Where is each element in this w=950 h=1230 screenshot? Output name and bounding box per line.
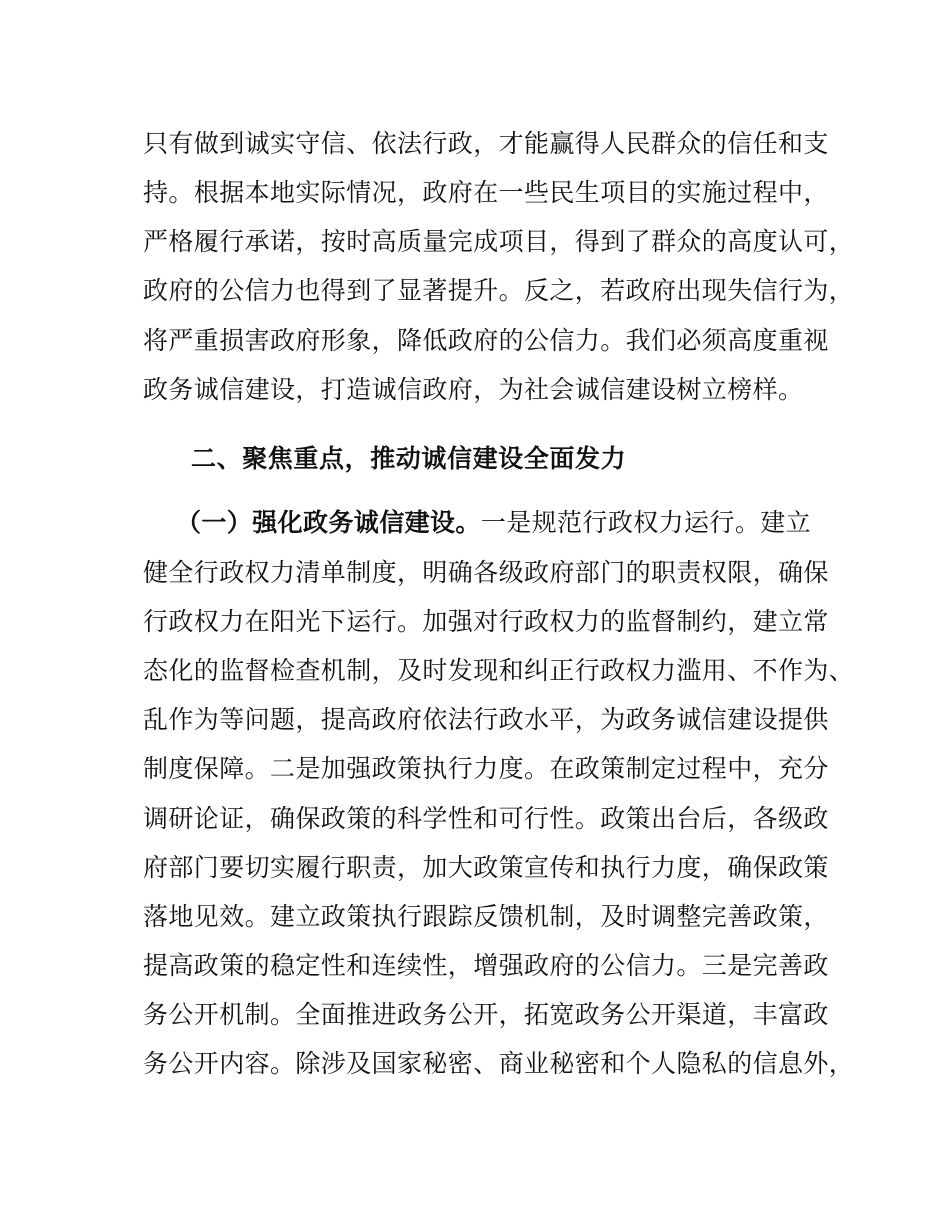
- paragraph-1-line-1: 只有做到诚实守信、依法行政，才能赢得人民群众的信任和支: [143, 129, 829, 158]
- paragraph-2-line-9: 落地见效。建立政策执行跟踪反馈机制，及时调整完善政策，: [143, 902, 829, 931]
- paragraph-2-line-11: 务公开机制。全面推进政务公开，拓宽政务公开渠道，丰富政: [143, 1000, 829, 1029]
- subsection-title: （一）强化政务诚信建设。: [176, 508, 481, 537]
- paragraph-1-line-2: 持。根据本地实际情况，政府在一些民生项目的实施过程中，: [143, 178, 829, 207]
- paragraph-1-line-4: 政府的公信力也得到了显著提升。反之，若政府出现失信行为，: [143, 276, 855, 305]
- paragraph-2-line-8: 府部门要切实履行职责，加大政策宣传和执行力度，确保政策: [143, 853, 829, 882]
- paragraph-2-line-3: 行政权力在阳光下运行。加强对行政权力的监督制约，建立常: [143, 607, 829, 636]
- paragraph-1-line-3: 严格履行承诺，按时高质量完成项目，得到了群众的高度认可，: [143, 227, 855, 256]
- paragraph-1-line-6: 政务诚信建设，打造诚信政府，为社会诚信建设树立榜样。: [143, 375, 804, 404]
- paragraph-2-line-1: [176, 507, 866, 539]
- paragraph-2-lead-text: 一是规范行政权力运行。建立: [480, 508, 812, 537]
- paragraph-2-line-2: 健全行政权力清单制度，明确各级政府部门的职责权限，确保: [143, 558, 829, 587]
- paragraph-2-line-10: 提高政策的稳定性和连续性，增强政府的公信力。三是完善政: [143, 951, 829, 980]
- paragraph-2-line-5: 乱作为等问题，提高政府依法行政水平，为政务诚信建设提供: [143, 705, 829, 734]
- paragraph-2-line-12: 务公开内容。除涉及国家秘密、商业秘密和个人隐私的信息外，: [143, 1049, 855, 1078]
- paragraph-2-line-7: 调研论证，确保政策的科学性和可行性。政策出台后，各级政: [143, 804, 829, 833]
- paragraph-2-line-4: 态化的监督检查机制，及时发现和纠正行政权力滥用、不作为、: [143, 656, 855, 685]
- paragraph-2-line-6: 制度保障。二是加强政策执行力度。在政策制定过程中，充分: [143, 754, 829, 783]
- section-heading: 二、聚焦重点，推动诚信建设全面发力: [191, 444, 627, 473]
- paragraph-1-line-5: 将严重损害政府形象，降低政府的公信力。我们必须高度重视: [143, 326, 829, 355]
